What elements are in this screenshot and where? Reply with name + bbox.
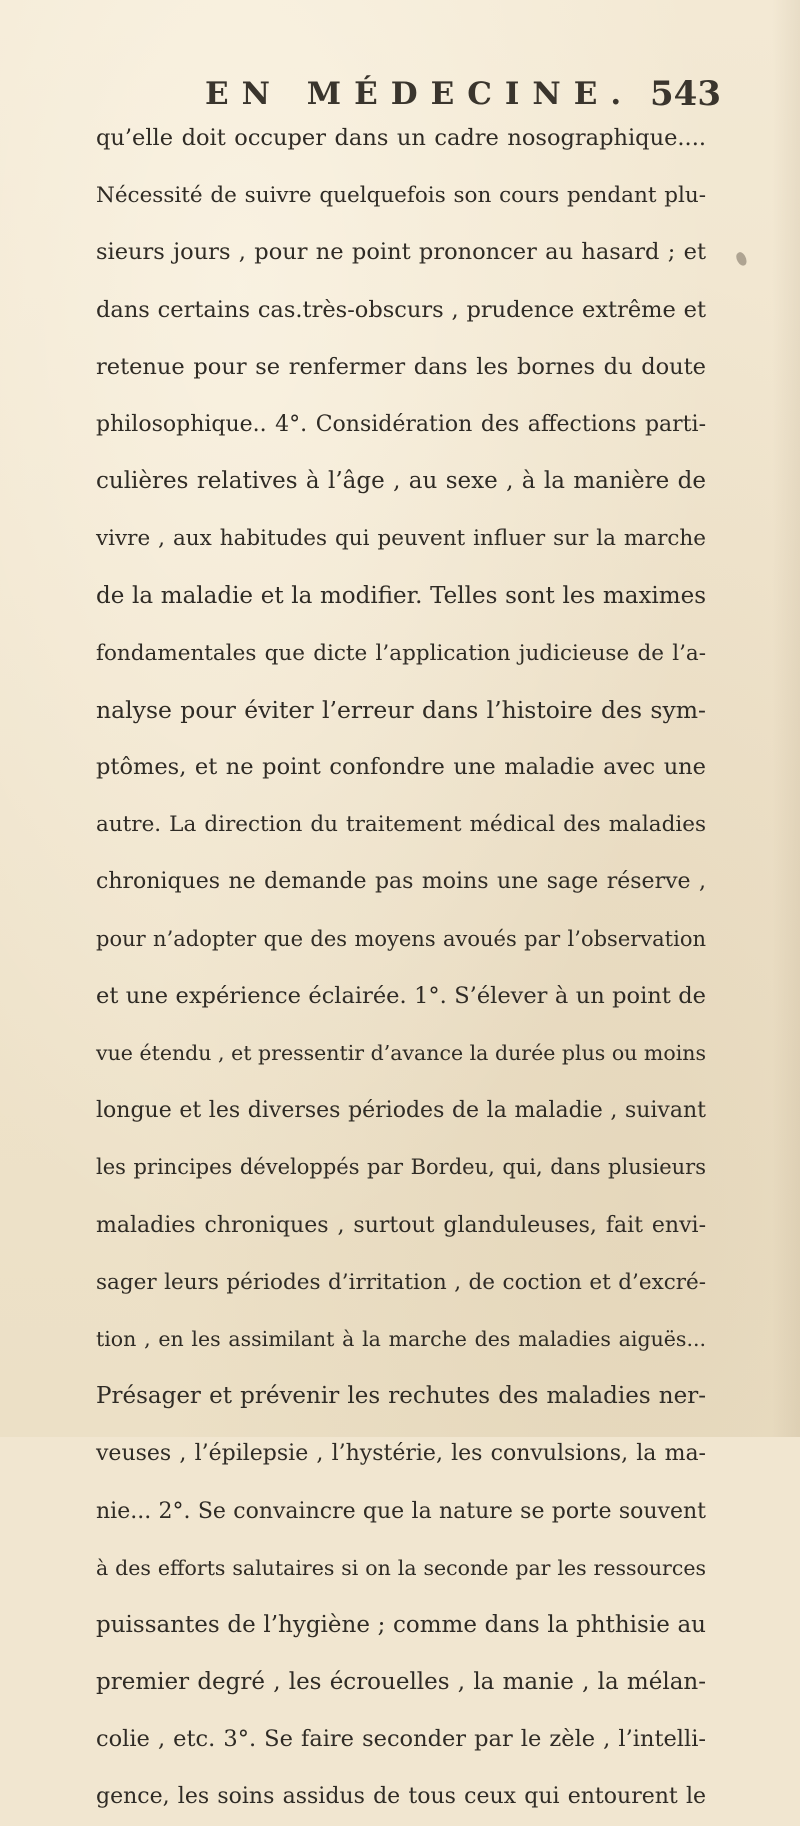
text-line: nie... 2°. Se convaincre que la nature se porte souvent [96,1498,706,1524]
text-line: vue étendu , et pressentir d’avance la durée plus ou moins [96,1041,706,1065]
running-title: EN MÉDECINE. [205,76,635,112]
text-line: longue et les diverses périodes de la maladie , suivant [96,1098,706,1124]
text-line: Présager et prévenir les rechutes des maladies ner- [96,1383,706,1410]
text-line: ptômes, et ne point confondre une maladie avec une [96,754,706,781]
text-line: nalyse pour éviter l’erreur dans l’histoire des sym- [96,695,706,724]
text-line: autre. La direction du traitement médical des maladies [96,812,706,838]
text-line: à des efforts salutaires si on la seconde par les ressources [96,1555,706,1580]
text-line: pour n’adopter que des moyens avoués par l’observation [96,926,706,951]
text-line: fondamentales que dicte l’application judicieuse de l’a- [96,640,706,666]
ink-spot [734,251,749,268]
text-line: veuses , l’épilepsie , l’hystérie, les convulsions, la ma- [96,1441,706,1467]
text-line: qu’elle doit occuper dans un cadre nosographique.... [96,125,706,151]
text-line: sager leurs périodes d’irritation , de coction et d’excré- [96,1269,706,1295]
page-number: 543 [650,74,721,114]
text-line: colie , etc. 3°. Se faire seconder par le zèle , l’intelli- [96,1726,706,1753]
text-line: et une expérience éclairée. 1°. S’élever à un point de [96,982,706,1009]
text-line: retenue pour se renfermer dans les bornes du doute [96,353,706,380]
text-line: maladies chroniques , surtout glanduleuses, fait envi- [96,1212,706,1238]
text-line: les principes développés par Bordeu, qui, dans plusieurs [96,1155,706,1180]
text-line: chroniques ne demande pas moins une sage réserve , [96,869,706,895]
body-text [96,110,706,1826]
text-line: culières relatives à l’âge , au sexe , à la manière de [96,468,706,495]
text-line: gence, les soins assidus de tous ceux qui entourent le [96,1784,706,1810]
text-line: vivre , aux habitudes qui peuvent influer sur la marche [96,526,706,552]
text-line: sieurs jours , pour ne point prononcer au hasard ; et [96,239,706,266]
text-line: premier degré , les écrouelles , la manie , la mélan- [96,1669,706,1696]
page-edge-shadow [772,0,800,1437]
text-line: puissantes de l’hygiène ; comme dans la phthisie au [96,1611,706,1638]
text-line: tion , en les assimilant à la marche des maladies aiguës... [96,1326,706,1351]
text-line: philosophique.. 4°. Considération des affections parti- [96,411,706,437]
text-line: de la maladie et la modifier. Telles sont les maximes [96,582,706,609]
text-line: Nécessité de suivre quelquefois son cours pendant plu- [96,183,706,209]
text-line: dans certains cas.très-obscurs , prudence extrême et [96,296,706,323]
